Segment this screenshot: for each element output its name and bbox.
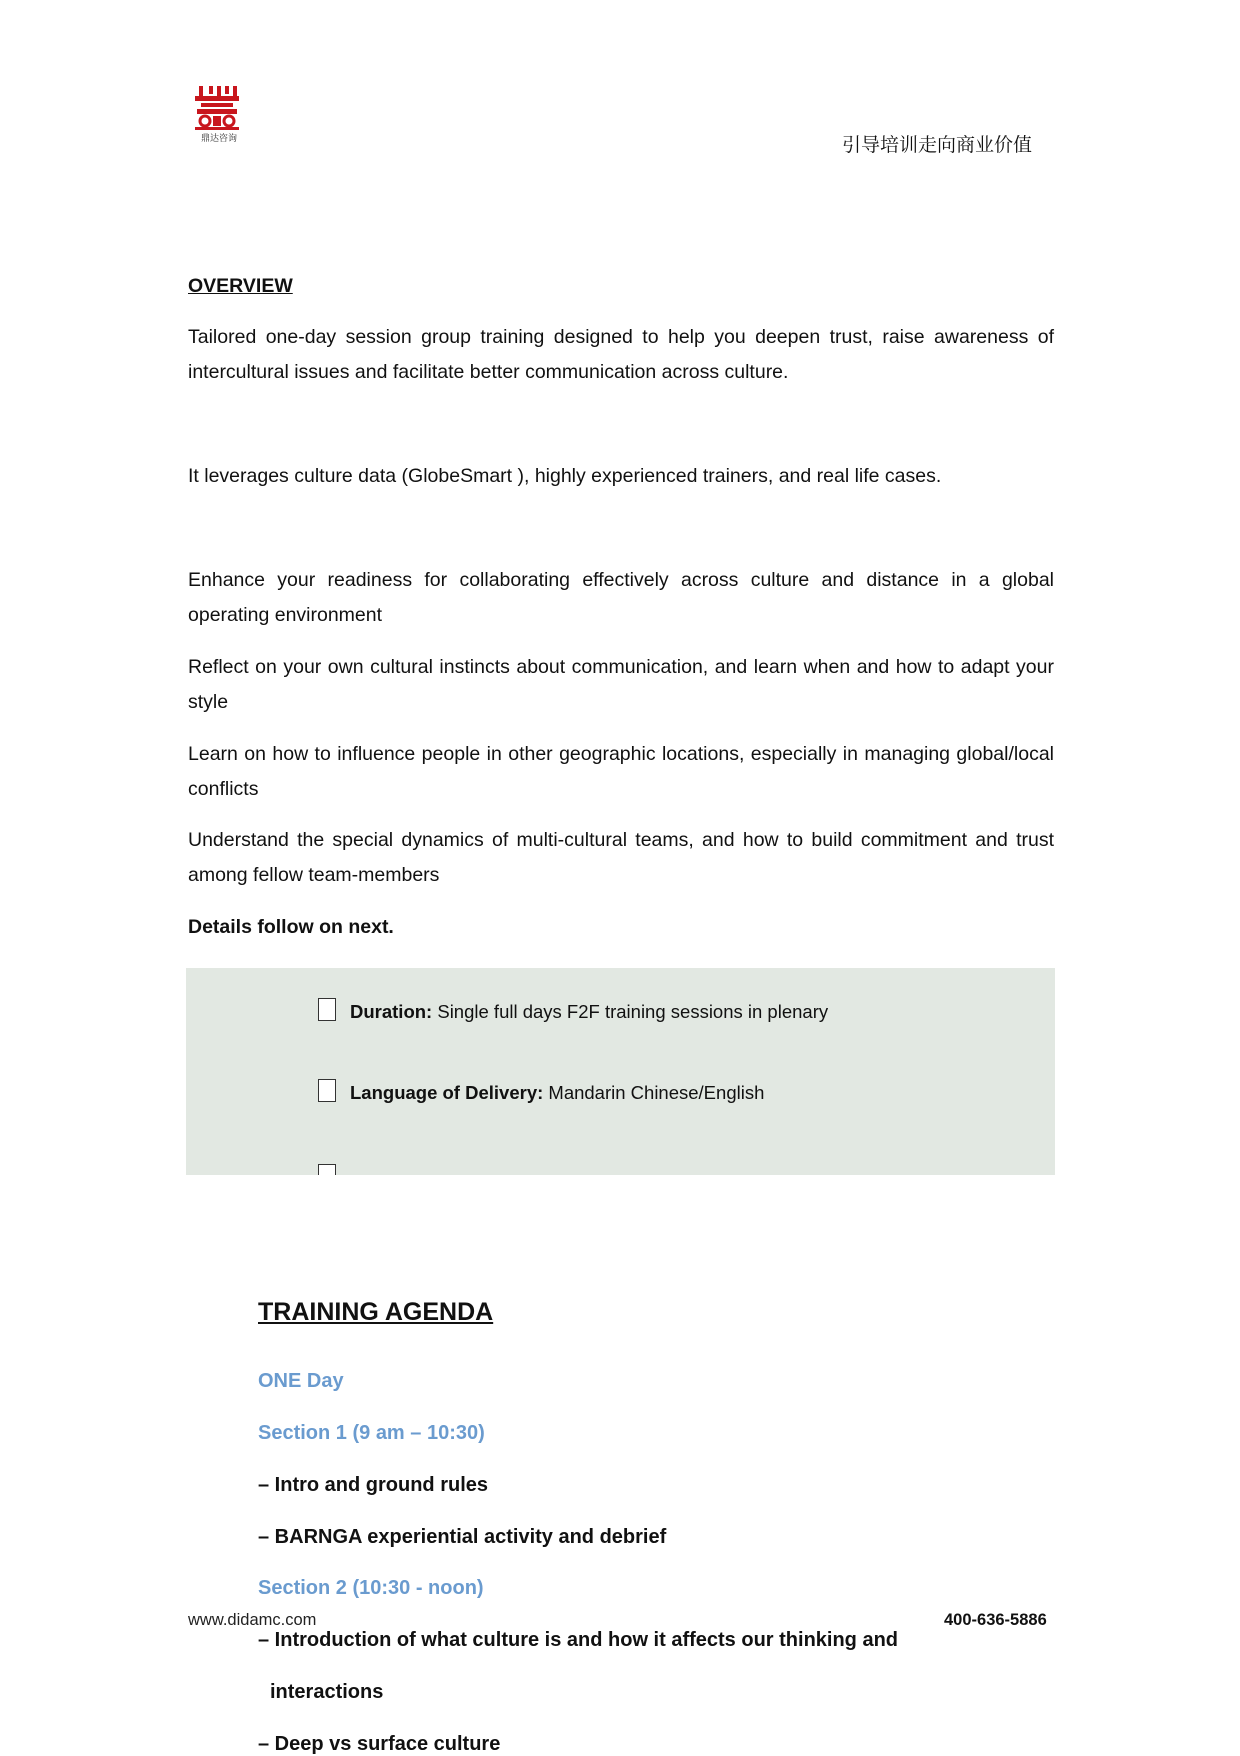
agenda-section-1: Section 1 (9 am – 10:30): [258, 1422, 485, 1444]
agenda-item: – Introduction of what culture is and how it affects our thinking and: [258, 1629, 899, 1651]
footer-website: www.didamc.com: [188, 1611, 317, 1629]
checkbox-icon: [318, 1079, 336, 1102]
logo-caption: 鼎达咨询: [200, 134, 237, 144]
overview-heading: OVERVIEW: [188, 275, 293, 297]
detail-value: Mandarin Chinese/English: [543, 1082, 765, 1103]
detail-row-cut-off: [318, 1164, 350, 1175]
overview-point: Reflect on your own cultural instincts about communication, and learn when and how to adapt your style: [188, 656, 1054, 713]
overview-point: Learn on how to influence people in other geographic locations, especially in managing global/local conflicts: [188, 743, 1054, 800]
overview-point: Understand the special dynamics of multi-cultural teams, and how to build commitment and trust among fellow team-members: [188, 829, 1054, 886]
checkbox-icon: [318, 1164, 336, 1175]
agenda-item: – Deep vs surface culture: [258, 1733, 501, 1755]
overview-intro: Tailored one-day session group training designed to help you deepen trust, raise awareness of intercultural issues and facilitate better communication across culture.: [188, 326, 1054, 383]
detail-label: Language of Delivery:: [350, 1082, 544, 1103]
details-note: Details follow on next.: [188, 916, 394, 938]
detail-row-duration: [318, 998, 828, 1023]
detail-row-language: [318, 1079, 764, 1104]
overview-point: Enhance your readiness for collaborating effectively across culture and distance in a global operating environment: [188, 569, 1054, 626]
agenda-day: ONE Day: [258, 1370, 344, 1392]
company-logo: [191, 86, 247, 146]
footer-phone: 400-636-5886: [944, 1611, 1047, 1629]
detail-value: Single full days F2F training sessions in plenary: [432, 1001, 829, 1022]
agenda-item: – BARNGA experiential activity and debrief: [258, 1526, 667, 1548]
checkbox-icon: [318, 998, 336, 1021]
agenda-section-2: Section 2 (10:30 - noon): [258, 1577, 484, 1599]
details-box: [186, 968, 1055, 1175]
agenda-item-continued: interactions: [270, 1681, 384, 1703]
agenda-title: TRAINING AGENDA: [258, 1298, 494, 1326]
header-tagline: 引导培训走向商业价值: [842, 134, 1033, 156]
detail-label: Duration:: [350, 1001, 433, 1022]
agenda-item: – Intro and ground rules: [258, 1474, 489, 1496]
overview-leverage: It leverages culture data (GlobeSmart ), highly experienced trainers, and real life cases.: [188, 465, 942, 487]
